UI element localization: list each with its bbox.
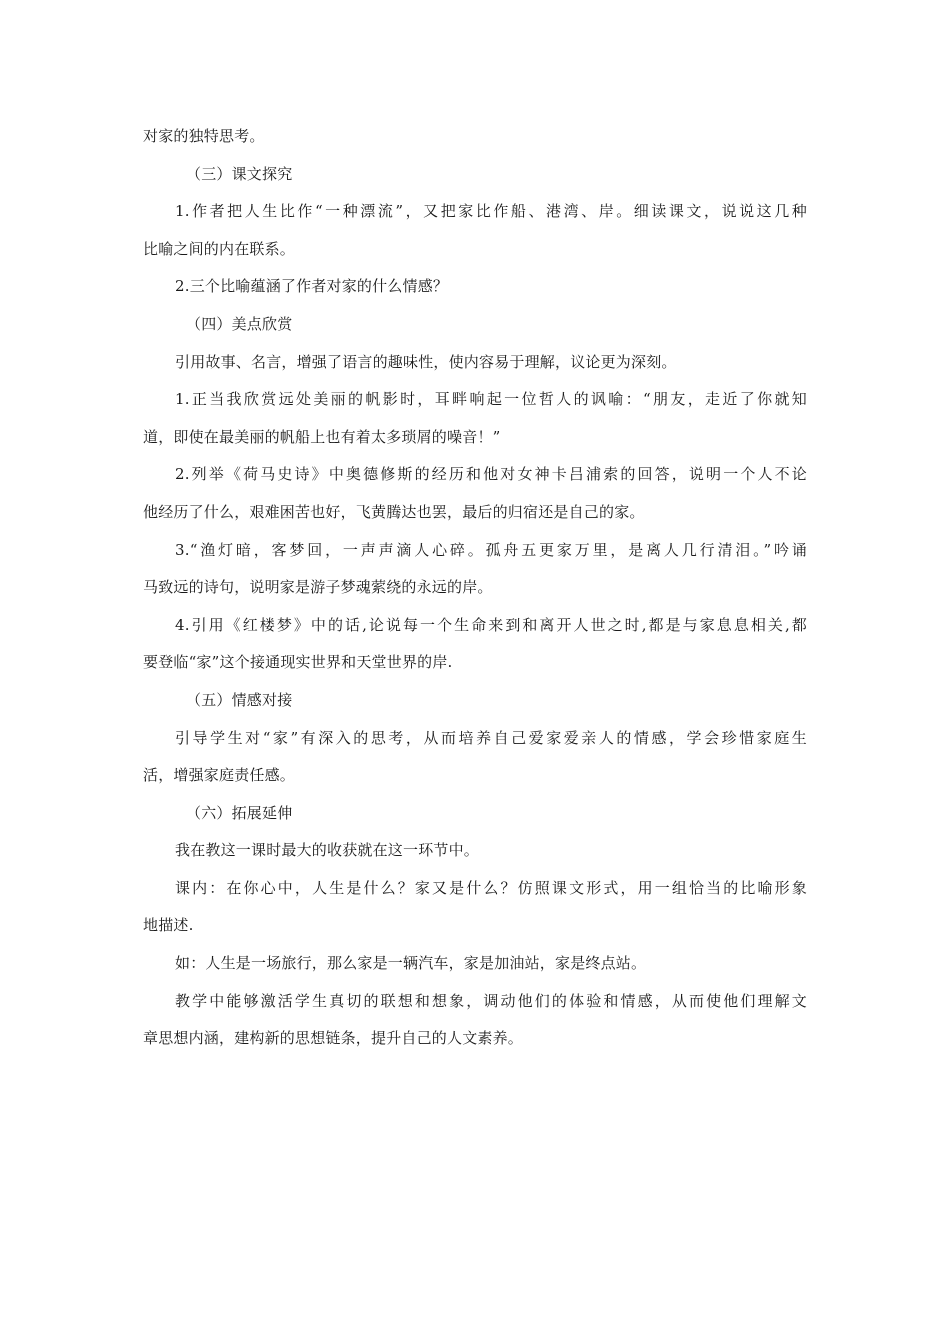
section-heading-3: （三）课文探究	[186, 164, 293, 183]
paragraph-line: 我在教这一课时最大的收获就在这一环节中。	[175, 841, 480, 860]
paragraph-line: 马致远的诗句，说明家是游子梦魂萦绕的永远的岸。	[143, 578, 493, 597]
section-heading-4: （四）美点欣赏	[186, 314, 293, 333]
paragraph-line: 3.“渔灯暗，客梦回，一声声滴人心碎。孤舟五更家万里，是离人几行清泪。”吟诵	[175, 540, 807, 559]
paragraph-line: 教学中能够激活学生真切的联想和想象，调动他们的体验和情感，从而使他们理解文	[175, 991, 807, 1010]
paragraph-line: 引导学生对“家”有深入的思考，从而培养自己爱家爱亲人的情感，学会珍惜家庭生	[175, 728, 807, 747]
paragraph-line: 活，增强家庭责任感。	[143, 766, 296, 785]
paragraph-line: 4.引用《红楼梦》中的话,论说每一个生命来到和离开人世之时,都是与家息息相关,都	[175, 615, 807, 634]
paragraph-line: 课内：在你心中，人生是什么？家又是什么？仿照课文形式，用一组恰当的比喻形象	[175, 878, 807, 897]
paragraph-line: 2.三个比喻蕴涵了作者对家的什么情感？	[175, 277, 449, 296]
paragraph-line: 2.列举《荷马史诗》中奥德修斯的经历和他对女神卡吕浦索的回答，说明一个人不论	[175, 465, 807, 484]
paragraph-line: 章思想内涵，建构新的思想链条，提升自己的人文素养。	[143, 1029, 524, 1048]
paragraph-line: 引用故事、名言，增强了语言的趣味性，使内容易于理解，议论更为深刻。	[175, 352, 677, 371]
paragraph-line: 如：人生是一场旅行，那么家是一辆汽车，家是加油站，家是终点站。	[175, 954, 647, 973]
section-heading-5: （五）情感对接	[186, 690, 293, 709]
paragraph-line: 比喻之间的内在联系。	[143, 239, 296, 258]
document-body	[143, 118, 807, 1058]
paragraph-line: 道，即使在最美丽的帆船上也有着太多琐屑的噪音！”	[143, 427, 501, 446]
paragraph-continuation: 对家的独特思考。	[143, 127, 265, 145]
paragraph-line: 他经历了什么，艰难困苦也好，飞黄腾达也罢，最后的归宿还是自己的家。	[143, 502, 645, 521]
paragraph-line: 要登临“家”这个接通现实世界和天堂世界的岸.	[143, 653, 453, 672]
paragraph-line: 地描述.	[143, 916, 194, 935]
paragraph-line: 1.作者把人生比作“一种漂流”，又把家比作船、港湾、岸。细读课文，说说这几种	[175, 202, 807, 221]
paragraph-line: 1.正当我欣赏远处美丽的帆影时，耳畔响起一位哲人的讽喻：“朋友，走近了你就知	[175, 390, 807, 409]
section-heading-6: （六）拓展延伸	[186, 803, 293, 822]
